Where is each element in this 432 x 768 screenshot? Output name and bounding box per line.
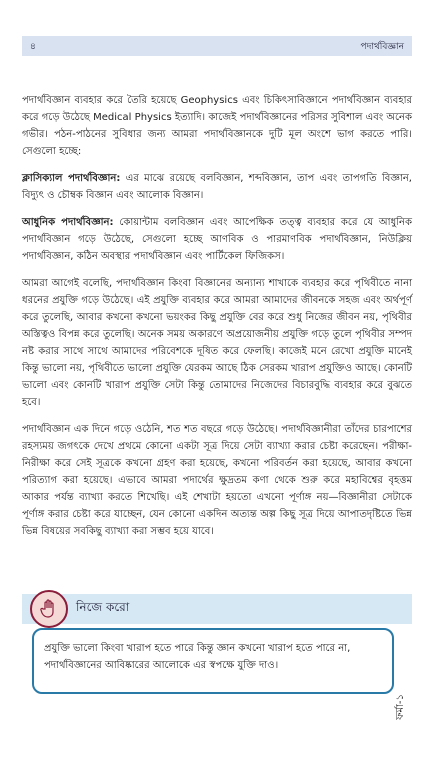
paragraph-modern xyxy=(22,214,412,265)
paragraph-classical xyxy=(22,170,412,204)
footer-label: ফর্মা-১ xyxy=(395,694,406,720)
term-classical: ক্লাসিক্যাল পদার্থবিজ্ঞান: xyxy=(22,173,121,184)
page-number: ৪ xyxy=(30,41,36,52)
activity-prompt-box: প্রযুক্তি ভালো কিংবা খারাপ হতে পারে কিন্তু জ্ঞান কখনো খারাপ হতে পারে না, পদার্থবিজ্ঞানের আবিষ্কারের আলোকে এর স্বপক্ষে যুক্তি দাও। xyxy=(32,628,394,694)
activity-banner xyxy=(22,594,412,624)
term-modern: আধুনিক পদার্থবিজ্ঞান: xyxy=(22,217,114,228)
page-header xyxy=(22,36,412,56)
paragraph-history: পদার্থবিজ্ঞান এক দিনে গড়ে ওঠেনি, শত শত বছরে গড়ে উঠেছে। পদার্থবিজ্ঞানীরা তাঁদের চারপাশের রহস্যময় জগৎকে দেখে প্রথমে কোনো একটা সূত্র দিয়ে সেটা ব্যাখ্যা করার চেষ্টা করেছেন। পরীক্ষা-নিরীক্ষা করে সেই সূত্রকে কখনো গ্রহণ করা হয়েছে, কখনো পরিবর্তন করা হয়েছে, আবার কখনো পরিত্যাগ করা হয়েছে। এভাবে আমরা পদার্থের ক্ষুদ্রতম কণা থেকে শুরু করে মহাবিশ্বের বৃহত্তম আকার পর্যন্ত ব্যাখ্যা করতে শিখেছি। এই শেখাটা হয়তো এখনো পূর্ণাঙ্গ নয়—বিজ্ঞানীরা সেটাকে পূর্ণাঙ্গ করার চেষ্টা করে যাচ্ছেন, যেন কোনো একদিন অত্যন্ত অল্প কিছু সূত্র দিয়ে আপাতদৃষ্টিতে ভিন্ন ভিন্ন বিষয়ের সবকিছু ব্যাখ্যা করা সম্ভব হয়ে যাবে। xyxy=(22,424,412,537)
modern-description: কোয়ান্টাম বলবিজ্ঞান এবং আপেক্ষিক তত্ত্ব ব্যবহার করে যে আধুনিক পদার্থবিজ্ঞান গড়ে উঠেছে, সেগুলো হচ্ছে আণবিক ও পারমাণবিক পদার্থবিজ্ঞান, নিউক্লিয় পদার্থবিজ্ঞান, কঠিন অবস্থার পদার্থবিজ্ঞান এবং পার্টিকেল ফিজিকস। xyxy=(22,217,413,262)
activity-title: নিজে করো xyxy=(76,600,130,614)
paragraph-technology: আমরা আগেই বলেছি, পদার্থবিজ্ঞান কিংবা বিজ্ঞানের অন্যান্য শাখাকে ব্যবহার করে পৃথিবীতে নানা ধরনের প্রযুক্তি গড়ে উঠেছে। এই প্রযুক্তি ব্যবহার করে আমরা আমাদের জীবনকে সহজ এবং অর্থপূর্ণ করে তুলেছি, আবার কখনো কখনো ভয়ংকর কিছু প্রযুক্তি বের করে শুধু নিজের জীবন নয়, পৃথিবীর অস্তিত্বও বিপন্ন করে তুলেছি। অনেক সময় অকারণে অপ্রয়োজনীয় প্রযুক্তি গড়ে তুলে পৃথিবীর সম্পদ নষ্ট করার সাথে সাথে আমাদের পরিবেশকে দূষিত করে ফেলছি। কাজেই মনে রেখো প্রযুক্তি মানেই কিন্তু ভালো নয়, পৃথিবীতে ভালো প্রযুক্তি যেরকম আছে ঠিক সেরকম খারাপ প্রযুক্তিও আছে। কোনটি ভালো এবং কোনটি খারাপ প্রযুক্তি সেটা কিন্তু তোমাদের নিজেদের বিচারবুদ্ধি ব্যবহার করে বুঝতে হবে। xyxy=(22,278,412,408)
hand-icon xyxy=(30,590,68,628)
body-text xyxy=(22,92,412,550)
classical-description: এর মাঝে রয়েছে বলবিজ্ঞান, শব্দবিজ্ঞান, তাপ এবং তাপগতি বিজ্ঞান, বিদ্যুৎ ও চৌম্বক বিজ্ঞান এবং আলোক বিজ্ঞান। xyxy=(22,173,412,201)
chapter-title: পদার্থবিজ্ঞান xyxy=(360,41,404,52)
paragraph-intro: পদার্থবিজ্ঞান ব্যবহার করে তৈরি হয়েছে Geophysics এবং চিকিৎসাবিজ্ঞানে পদার্থবিজ্ঞান ব্যবহার করে গড়ে উঠেছে Medical Physics ইত্যাদি। কাজেই পদার্থবিজ্ঞানের পরিসর সুবিশাল এবং অনেক গভীর। পঠন-পাঠনের সুবিধার জন্য আমরা পদার্থবিজ্ঞানকে দুটি মূল অংশে ভাগ করতে পারি। সেগুলো হচ্ছে: xyxy=(22,95,412,157)
